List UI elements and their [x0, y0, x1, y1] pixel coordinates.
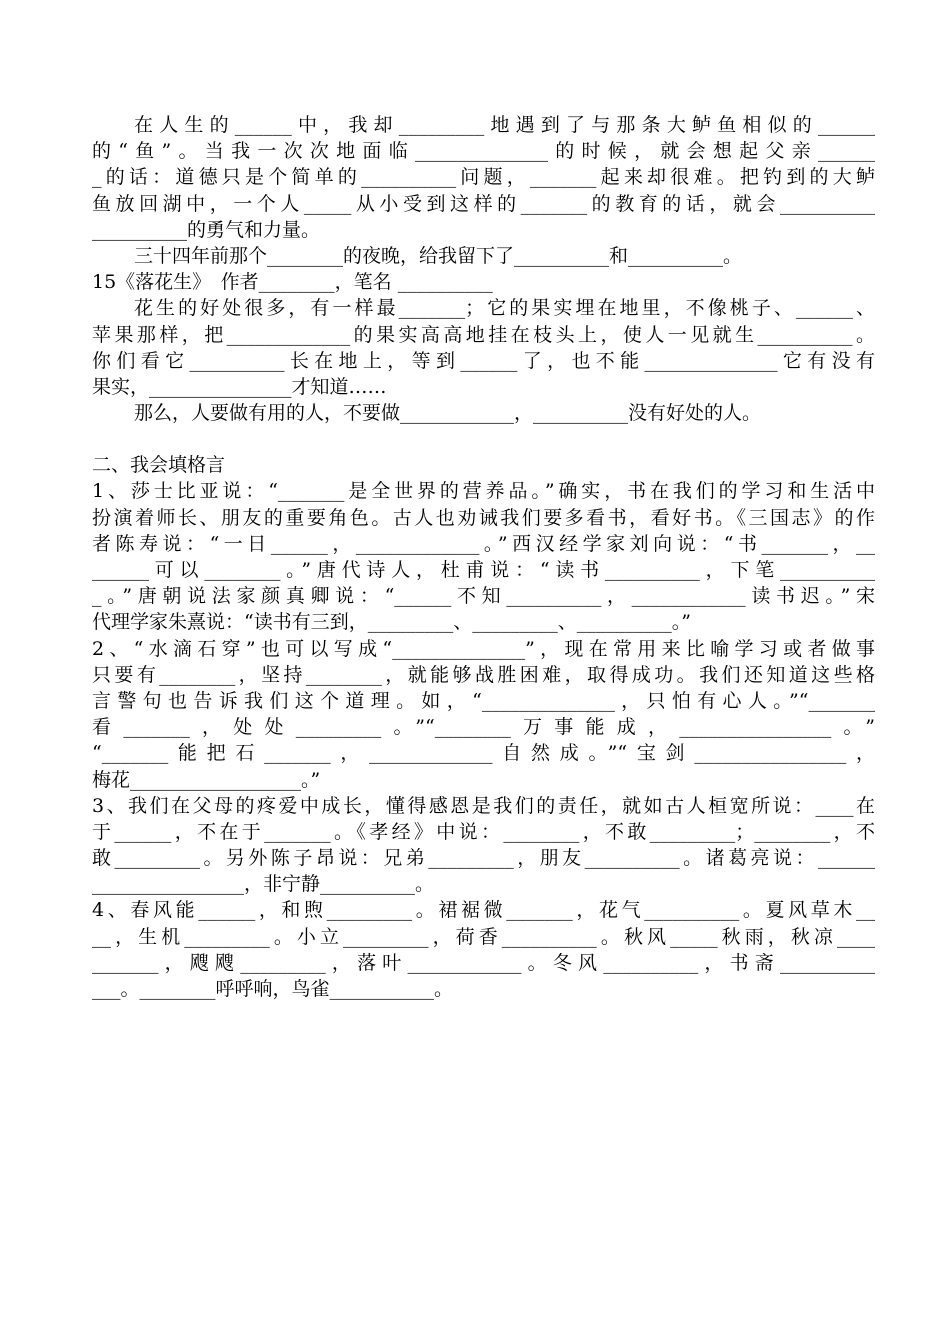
text-line: 扮演着师长、朋友的重要角色。古人也劝诫我们要多看书，看好书。《三国志》的作 — [92, 506, 875, 529]
text-line: 于______，不在于_______。《孝经》中说：________，不敢_________；________，不 — [92, 820, 875, 843]
text-line: “_______能把石_______，_____________自然成。”“宝剑________________， — [92, 742, 875, 765]
text-line: _______，飕飕_________，落叶____________。冬风__________，书斋__________ — [92, 951, 875, 974]
text-line: 你们看它__________长在地上，等到______了，也不能______________它有没有 — [92, 349, 875, 372]
text-line: _的话：道德只是个简单的__________问题，_______起来却很难。把钓到的大鲈 — [92, 166, 875, 189]
text-line: ________________，非宁静__________。 — [92, 873, 435, 896]
document-body — [92, 112, 875, 1002]
text-line: 看_______，处处_________。”“________万事能成，________________。” — [92, 716, 875, 739]
text-line: 2、“水滴石穿”也可以写成“______________”，现在常用来比喻学习或者做事 — [92, 637, 875, 660]
text-line: _。”唐朝说法家颜真卿说：“______不知__________，____________读书迟。”宋 — [92, 585, 875, 608]
text-line: 三十四年前那个________的夜晚，给我留下了__________和__________。 — [134, 244, 743, 267]
text-line: 鱼放回湖中，一个人_____从小受到这样的_______的教育的话，就会__________ — [92, 192, 875, 215]
text-line: __________的勇气和力量。 — [92, 218, 321, 241]
text-line: 3、我们在父母的疼爱中成长，懂得感恩是我们的责任，就如古人桓宽所说：____在 — [92, 794, 875, 817]
text-line: 言警句也告诉我们这个道理。如，“______________，只怕有心人。”“_______ — [92, 689, 875, 712]
text-line: 敢_________。另外陈子昂说：兄弟_________，朋友__________。诸葛亮说：______ — [92, 847, 875, 870]
text-line: 4、春风能______，和煦_________。裙裾微_______，花气__________。夏风草木__ — [92, 899, 875, 922]
text-line: 者陈寿说：“一日______，_____________。”西汉经学家刘向说：“书_______，__ — [92, 532, 875, 555]
text-line: 在人生的______中，我却_________地遇到了与那条大鲈鱼相似的______ — [134, 114, 875, 136]
text-line: ___。________呼呼响，鸟雀___________。 — [92, 978, 454, 1000]
text-line: 只要有________，坚持________，就能够战胜困难，取得成功。我们还知道这些格 — [92, 663, 875, 686]
text-line: 梅花__________________。” — [92, 768, 321, 791]
text-line: 果实，_______________才知道…… — [92, 375, 387, 398]
text-line: 代理学家朱熹说：“读书有三到，_________、_________、__________。” — [92, 611, 691, 634]
text-line: 15《落花生》 作者________，笔名 __________ — [92, 271, 493, 294]
text-line: __，生机_________。小立_________，荷香__________。秋风_____秋雨，秋凉____ — [92, 925, 875, 948]
text-line: 二、我会填格言 — [92, 454, 226, 477]
text-line: 那么，人要做有用的人，不要做____________，__________没有好处的人。 — [134, 402, 762, 425]
text-line: 1、莎士比亚说：“_______是全世界的营养品。”确实，书在我们的学习和生活中 — [92, 480, 875, 503]
text-line: ______可以________。”唐代诗人，杜甫说：“读书__________，下笔__________ — [92, 559, 875, 581]
blank-line — [92, 426, 875, 452]
text-line: 苹果那样，把_____________的果实高高地挂在枝头上，使人一见就生__________。 — [92, 323, 875, 346]
text-line: 的“鱼”。当我一次次地面临______________的时候，就会想起父亲______ — [92, 140, 875, 163]
text-line: 花生的好处很多，有一样最_______；它的果实埋在地里，不像桃子、______、 — [134, 297, 875, 320]
